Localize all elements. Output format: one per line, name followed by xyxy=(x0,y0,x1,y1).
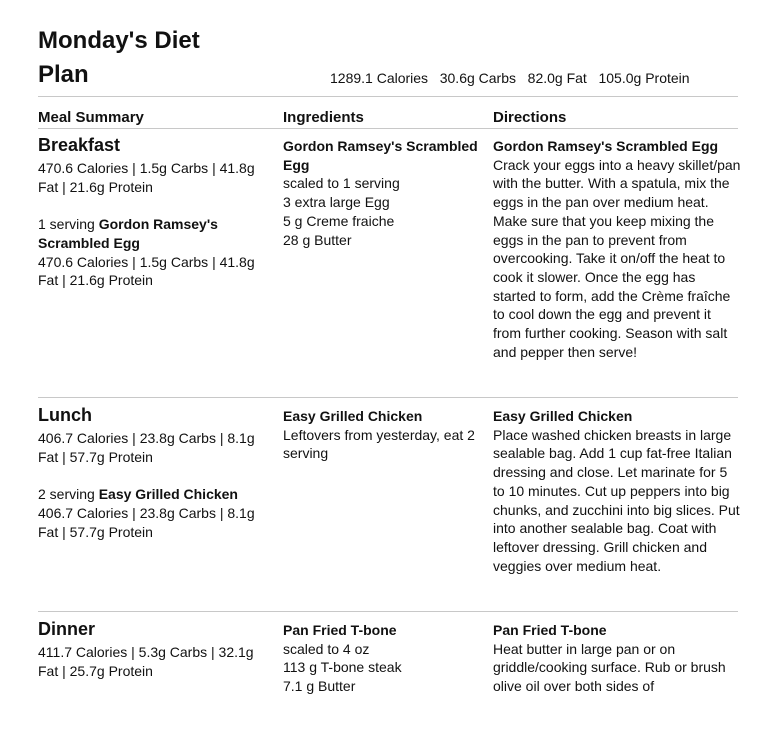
column-header-ingredients: Ingredients xyxy=(283,109,364,126)
lunch-heading: Lunch xyxy=(38,405,92,425)
breakfast-ingredients-recipe-name: Gordon Ramsey's Scrambled Egg xyxy=(283,138,478,173)
dinner-ingredients-cell xyxy=(283,621,483,696)
daily-totals: 1289.1 Calories 30.6g Carbs 82.0g Fat 105.0g Protein xyxy=(330,70,690,86)
lunch-divider xyxy=(38,611,738,612)
ingredient-item: scaled to 4 oz xyxy=(283,640,370,657)
breakfast-recipe-totals: 470.6 Calories | 1.5g Carbs | 41.8g Fat | 21.6g Protein xyxy=(38,253,255,289)
column-header-divider xyxy=(38,128,738,129)
ingredient-item: 7.1 g Butter xyxy=(283,678,356,695)
dinner-directions-text: Heat butter in large pan or on griddle/cooking surface. Rub or brush olive oil over both sides of xyxy=(493,640,726,695)
lunch-meal-totals: 406.7 Calories | 23.8g Carbs | 8.1g Fat | 57.7g Protein xyxy=(38,430,255,465)
breakfast-divider xyxy=(38,397,738,398)
lunch-directions-recipe-name: Easy Grilled Chicken xyxy=(493,408,633,424)
dinner-summary-cell xyxy=(38,617,274,680)
lunch-directions-cell xyxy=(493,407,741,575)
column-header-directions: Directions xyxy=(493,109,567,126)
lunch-recipe-link[interactable]: Easy Grilled Chicken xyxy=(98,486,238,503)
breakfast-meal-totals: 470.6 Calories | 1.5g Carbs | 41.8g Fat | 21.6g Protein xyxy=(38,160,255,195)
breakfast-recipe-line xyxy=(38,215,274,252)
dinner-directions-recipe-name: Pan Fried T-bone xyxy=(493,622,607,638)
ingredient-item: Leftovers from yesterday, eat 2 serving xyxy=(283,426,475,462)
title-line-1: Monday's Diet xyxy=(38,27,200,54)
header-divider xyxy=(38,96,738,97)
dinner-heading: Dinner xyxy=(38,619,96,639)
lunch-ingredients-cell xyxy=(283,407,483,463)
breakfast-recipe-link[interactable]: Gordon Ramsey's Scrambled Egg xyxy=(38,216,218,251)
ingredient-item: 3 extra large Egg xyxy=(283,194,390,211)
dinner-ingredients-recipe-name: Pan Fried T-bone xyxy=(283,622,397,638)
dinner-directions-cell xyxy=(493,621,741,696)
page-title xyxy=(38,24,200,92)
ingredient-item: 113 g T-bone steak xyxy=(283,659,402,676)
breakfast-directions-cell xyxy=(493,137,741,361)
breakfast-directions-recipe-name: Gordon Ramsey's Scrambled Egg xyxy=(493,138,719,154)
lunch-recipe-line xyxy=(38,485,274,504)
breakfast-directions-text: Crack your eggs into a heavy skillet/pan with the butter. With a spatula, mix the eggs in the pan over medium heat. Make sure that you keep mixing the eggs in the pan to prevent from overcooking. Take it on/off the heat to cook it slower. Once the egg has started to form, add the Crème fraîche to cool down the egg and prevent it from further cooking. Season with salt and pepper then serve! xyxy=(493,156,741,360)
breakfast-heading: Breakfast xyxy=(38,135,121,155)
ingredient-item: scaled to 1 serving xyxy=(283,175,400,192)
breakfast-serving-count: 1 serving xyxy=(38,216,99,233)
lunch-serving-count: 2 serving xyxy=(38,486,99,503)
ingredient-item: 28 g Butter xyxy=(283,231,352,248)
lunch-ingredients-recipe-name: Easy Grilled Chicken xyxy=(283,408,423,424)
dinner-meal-totals: 411.7 Calories | 5.3g Carbs | 32.1g Fat | 25.7g Protein xyxy=(38,644,254,679)
lunch-directions-text: Place washed chicken breasts in large sealable bag. Add 1 cup fat-free Italian dressing and close. Let marinate for 5 to 10 minutes. Cut up peppers into big chunks, and zucchini into big slices. Put into another sealable bag. Coat with leftover dressing. Grill chicken and veggies over medium heat. xyxy=(493,426,740,574)
title-line-2: Plan xyxy=(38,61,89,88)
column-header-meal-summary: Meal Summary xyxy=(38,109,144,126)
lunch-summary-cell xyxy=(38,403,274,541)
ingredient-item: 5 g Creme fraiche xyxy=(283,212,395,229)
lunch-recipe-totals: 406.7 Calories | 23.8g Carbs | 8.1g Fat | 57.7g Protein xyxy=(38,504,255,540)
breakfast-summary-cell xyxy=(38,133,274,290)
breakfast-ingredients-cell xyxy=(283,137,483,249)
